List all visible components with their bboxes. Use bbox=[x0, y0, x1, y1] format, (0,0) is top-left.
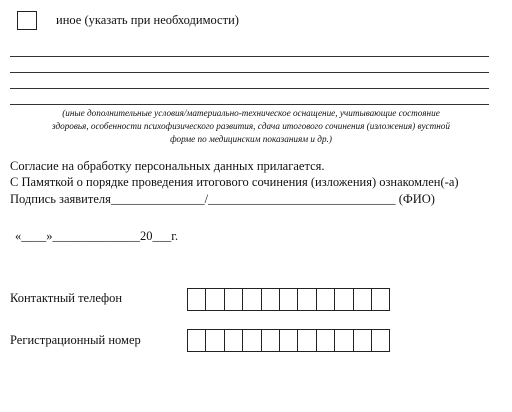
consent-statement: Согласие на обработку персональных данных прилагается. bbox=[10, 159, 325, 173]
phone-digit-cell[interactable] bbox=[224, 288, 243, 311]
conditions-note-line: здоровья, особенности психофизического развития, сдача итогового сочинения (изложения) вустной bbox=[52, 121, 450, 131]
phone-digit-cell[interactable] bbox=[297, 288, 316, 311]
phone-digit-cell[interactable] bbox=[242, 288, 261, 311]
registration-digit-cell[interactable] bbox=[224, 329, 243, 352]
date-line[interactable]: «____»______________20___г. bbox=[15, 229, 179, 243]
registration-digit-cell[interactable] bbox=[316, 329, 335, 352]
registration-digit-cell[interactable] bbox=[205, 329, 224, 352]
phone-digit-cell[interactable] bbox=[279, 288, 298, 311]
registration-digit-cell[interactable] bbox=[371, 329, 390, 352]
registration-digit-cell[interactable] bbox=[242, 329, 261, 352]
fill-in-line-1[interactable] bbox=[10, 56, 489, 57]
phone-digit-cell[interactable] bbox=[334, 288, 353, 311]
other-checkbox[interactable] bbox=[17, 11, 37, 30]
registration-digit-cell[interactable] bbox=[187, 329, 206, 352]
phone-digit-cell[interactable] bbox=[316, 288, 335, 311]
phone-digit-cell[interactable] bbox=[187, 288, 206, 311]
signature-line[interactable]: Подпись заявителя_______________/______________________________ (ФИО) bbox=[10, 192, 435, 206]
registration-digit-cell[interactable] bbox=[261, 329, 280, 352]
phone-digit-cell[interactable] bbox=[261, 288, 280, 311]
conditions-note-line: (иные дополнительные условия/материально-техническое оснащение, учитывающие состояние bbox=[62, 108, 440, 118]
phone-label: Контактный телефон bbox=[10, 291, 123, 305]
fill-in-line-2[interactable] bbox=[10, 72, 489, 73]
fill-in-line-4[interactable] bbox=[10, 104, 489, 105]
phone-digit-cell[interactable] bbox=[353, 288, 372, 311]
phone-digit-cell[interactable] bbox=[205, 288, 224, 311]
phone-digit-cell[interactable] bbox=[371, 288, 390, 311]
phone-cells[interactable] bbox=[187, 288, 390, 311]
fill-in-line-3[interactable] bbox=[10, 88, 489, 89]
registration-digit-cell[interactable] bbox=[334, 329, 353, 352]
memo-acknowledgement: С Памяткой о порядке проведения итогового сочинения (изложения) ознакомлен(-а) bbox=[10, 175, 459, 189]
conditions-note bbox=[14, 107, 488, 146]
other-option-label: иное (указать при необходимости) bbox=[56, 13, 239, 27]
conditions-note-line: форме по медицинским показаниям и др.) bbox=[170, 134, 332, 144]
registration-number-cells[interactable] bbox=[187, 329, 390, 352]
registration-digit-cell[interactable] bbox=[297, 329, 316, 352]
registration-digit-cell[interactable] bbox=[279, 329, 298, 352]
registration-digit-cell[interactable] bbox=[353, 329, 372, 352]
registration-number-label: Регистрационный номер bbox=[10, 333, 141, 347]
